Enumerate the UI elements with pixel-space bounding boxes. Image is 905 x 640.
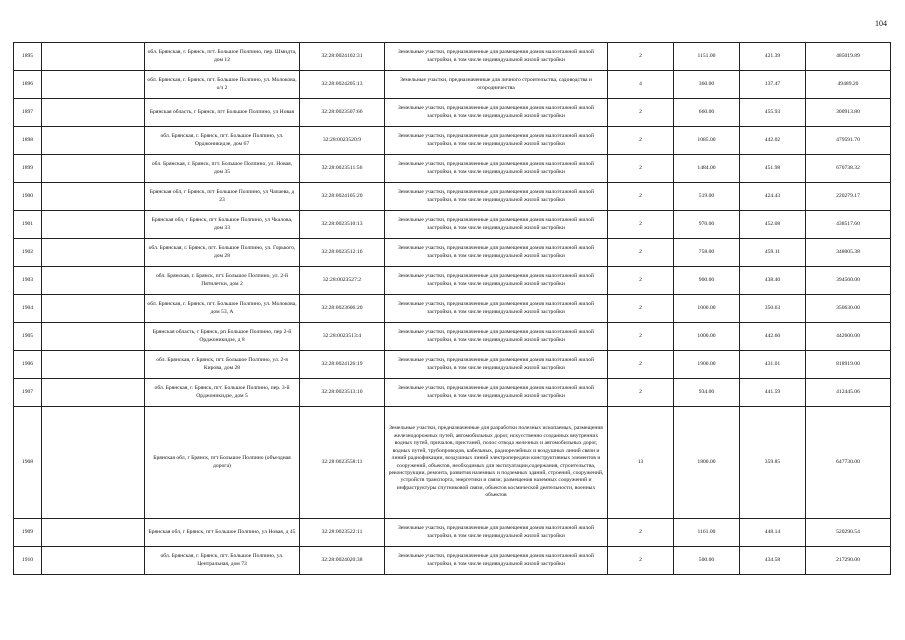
- row-number: 1896: [14, 71, 42, 99]
- cadastral-number-cell: 32:28:0023513:4: [300, 323, 385, 351]
- blank-cell: [42, 155, 145, 183]
- table-row: [14, 43, 891, 71]
- blank-cell: [42, 43, 145, 71]
- group-cell: 2: [608, 183, 674, 211]
- cadastral-number-cell: 32:28:0023527:2: [300, 267, 385, 295]
- cadastral-value-cell: 438517.60: [806, 211, 891, 239]
- table-row: [14, 519, 891, 547]
- blank-cell: [42, 99, 145, 127]
- row-number: 1900: [14, 183, 42, 211]
- unit-price-cell: 455.93: [740, 99, 806, 127]
- area-cell: 1000.00: [674, 323, 740, 351]
- cadastral-number-cell: 32:28:0024020:38: [300, 547, 385, 575]
- area-cell: 758.00: [674, 239, 740, 267]
- land-use-cell: Земельные участки, предназначенные для размещения домов малоэтажной жилой застройки, в том числе индивидуальной жилой застройки: [385, 351, 608, 379]
- blank-cell: [42, 295, 145, 323]
- cadastral-number-cell: 32:28:0024102:31: [300, 43, 385, 71]
- area-cell: 1484.00: [674, 155, 740, 183]
- unit-price-cell: 451.98: [740, 155, 806, 183]
- address-cell: обл. Брянская, г. Брянск, пгт. Большое Полпино, ул. Молокова, о/з 2: [145, 71, 300, 99]
- group-cell: 2: [608, 43, 674, 71]
- land-use-cell: Земельные участки, предназначенные для размещения домов малоэтажной жилой застройки, в том числе индивидуальной жилой застройки: [385, 295, 608, 323]
- cadastral-number-cell: 32:28:0023558:11: [300, 407, 385, 519]
- cadastral-number-cell: 32:28:0023507:66: [300, 99, 385, 127]
- address-cell: Брянская обл, г Брянск, пгт Большое Полпино (объездная дорога): [145, 407, 300, 519]
- address-cell: Брянская обл, г Брянск, пгт Большое Полпино, ул Чкалова, дом 33: [145, 211, 300, 239]
- table-row: [14, 71, 891, 99]
- row-number: 1910: [14, 547, 42, 575]
- cadastral-value-cell: 485019.89: [806, 43, 891, 71]
- address-cell: обл. Брянская, г. Брянск, пгт. Большое Полпино, ул. Орджоникидзе, дом 67: [145, 127, 300, 155]
- address-cell: обл. Брянская, г. Брянск, пгт. Большое Полпино, ул. Центральная, дом 73: [145, 547, 300, 575]
- unit-price-cell: 452.08: [740, 211, 806, 239]
- blank-cell: [42, 267, 145, 295]
- row-number: 1905: [14, 323, 42, 351]
- unit-price-cell: 442.60: [740, 323, 806, 351]
- group-cell: 2: [608, 99, 674, 127]
- area-cell: 1151.00: [674, 43, 740, 71]
- blank-cell: [42, 71, 145, 99]
- land-use-cell: Земельные участки, предназначенные для размещения домов малоэтажной жилой застройки, в том числе индивидуальной жилой застройки: [385, 239, 608, 267]
- group-cell: 2: [608, 155, 674, 183]
- table-row: [14, 295, 891, 323]
- row-number: 1895: [14, 43, 42, 71]
- address-cell: Брянская обл, г Брянск, пгт Большое Полпино, ул Новая, д 45: [145, 519, 300, 547]
- group-cell: 2: [608, 351, 674, 379]
- blank-cell: [42, 323, 145, 351]
- table-row: [14, 99, 891, 127]
- address-cell: обл. Брянская, г. Брянск, пгт. Большое Полпино, ул. Горького, дом 28: [145, 239, 300, 267]
- cadastral-number-cell: 32:28:0023606:20: [300, 295, 385, 323]
- table-row: [14, 547, 891, 575]
- cadastral-number-cell: 32:28:0023510:13: [300, 211, 385, 239]
- cadastral-value-cell: 520290.54: [806, 519, 891, 547]
- address-cell: Брянская область, г Брянск, рп Большое Полпино, пер 2-й Орджоникидзе, д 8: [145, 323, 300, 351]
- land-use-cell: Земельные участки, предназначенные для разработки полезных ископаемых, размещения железнодорожных путей, автомобильных дорог, искусственно созданных внутренних водных путей, причалов, пристаней, полос отвода железных и автомобильных дорог, водных путей, трубопроводов, кабельных, радиорелейных и воздушных линий связи и линий радиофикации, воздушных линий электропередачи конструктивных элементов и сооружений, объектов, необходимых для эксплуатации,содержания, строительства, реконструкции, ремонта, развития наземных и подземных зданий, строений, сооружений, устройств транспорта, энергетики и связи; размещения наземных сооружений и инфраструктуры спутниковой связи, объектов космической деятельности, военных объектов: [385, 407, 608, 519]
- table-row: [14, 267, 891, 295]
- area-cell: 970.00: [674, 211, 740, 239]
- address-cell: обл. Брянская, г. Брянск, пгт. Большое Полпино, ул. 2-й Пятилетки, дом 2: [145, 267, 300, 295]
- cadastral-value-cell: 479591.70: [806, 127, 891, 155]
- group-cell: 2: [608, 379, 674, 407]
- land-use-cell: Земельные участки, предназначенные для размещения домов малоэтажной жилой застройки, в том числе индивидуальной жилой застройки: [385, 211, 608, 239]
- land-use-cell: Земельные участки, предназначенные для размещения домов малоэтажной жилой застройки, в том числе индивидуальной жилой застройки: [385, 519, 608, 547]
- area-cell: 1800.00: [674, 407, 740, 519]
- cadastral-value-cell: 442600.00: [806, 323, 891, 351]
- blank-cell: [42, 211, 145, 239]
- cadastral-value-cell: 49489.20: [806, 71, 891, 99]
- cadastral-value-cell: 220279.17: [806, 183, 891, 211]
- blank-cell: [42, 239, 145, 267]
- area-cell: 934.00: [674, 379, 740, 407]
- area-cell: 360.00: [674, 71, 740, 99]
- table-row: [14, 211, 891, 239]
- group-cell: 13: [608, 407, 674, 519]
- land-use-cell: Земельные участки, предназначенные для размещения домов малоэтажной жилой застройки, в том числе индивидуальной жилой застройки: [385, 547, 608, 575]
- land-use-cell: Земельные участки, предназначенные для размещения домов малоэтажной жилой застройки, в том числе индивидуальной жилой застройки: [385, 267, 608, 295]
- group-cell: 2: [608, 295, 674, 323]
- blank-cell: [42, 519, 145, 547]
- area-cell: 1161.00: [674, 519, 740, 547]
- blank-cell: [42, 407, 145, 519]
- cadastral-number-cell: 32:28:0024126:19: [300, 351, 385, 379]
- blank-cell: [42, 379, 145, 407]
- land-use-cell: Земельные участки, предназначенные для размещения домов малоэтажной жилой застройки, в том числе индивидуальной жилой застройки: [385, 99, 608, 127]
- unit-price-cell: 421.39: [740, 43, 806, 71]
- cadastral-number-cell: 32:28:0024205:13: [300, 71, 385, 99]
- area-cell: 900.00: [674, 267, 740, 295]
- area-cell: 660.00: [674, 99, 740, 127]
- unit-price-cell: 442.02: [740, 127, 806, 155]
- cadastral-value-cell: 394560.00: [806, 267, 891, 295]
- group-cell: 2: [608, 127, 674, 155]
- unit-price-cell: 459.11: [740, 239, 806, 267]
- row-number: 1899: [14, 155, 42, 183]
- row-number: 1909: [14, 519, 42, 547]
- cadastral-value-cell: 818919.00: [806, 351, 891, 379]
- page-number: 104: [875, 19, 887, 28]
- address-cell: Брянская область, г Брянск, пгт Большое Полпино, ул Новая: [145, 99, 300, 127]
- row-number: 1897: [14, 99, 42, 127]
- land-use-cell: Земельные участки, предназначенные для размещения домов малоэтажной жилой застройки, в том числе индивидуальной жилой застройки: [385, 183, 608, 211]
- land-use-cell: Земельные участки, предназначенные для размещения домов малоэтажной жилой застройки, в том числе индивидуальной жилой застройки: [385, 155, 608, 183]
- table-row: [14, 155, 891, 183]
- cadastral-number-cell: 32:28:0023512:16: [300, 239, 385, 267]
- row-number: 1907: [14, 379, 42, 407]
- cadastral-value-cell: 348005.38: [806, 239, 891, 267]
- unit-price-cell: 434.58: [740, 547, 806, 575]
- blank-cell: [42, 127, 145, 155]
- row-number: 1898: [14, 127, 42, 155]
- table-row: [14, 239, 891, 267]
- cadastral-value-cell: 647730.00: [806, 407, 891, 519]
- unit-price-cell: 137.47: [740, 71, 806, 99]
- cadastral-number-cell: 32:28:0023522:11: [300, 519, 385, 547]
- group-cell: 2: [608, 519, 674, 547]
- table-row: [14, 379, 891, 407]
- table-row: [14, 323, 891, 351]
- group-cell: 2: [608, 239, 674, 267]
- address-cell: обл. Брянская, г. Брянск, пгт. Большое Полпино, пер. 3-й Орджоникидзе, дом 5: [145, 379, 300, 407]
- land-use-cell: Земельные участки, предназначенные для размещения домов малоэтажной жилой застройки, в том числе индивидуальной жилой застройки: [385, 127, 608, 155]
- land-use-cell: Земельные участки, предназначенные для размещения домов малоэтажной жилой застройки, в том числе индивидуальной жилой застройки: [385, 43, 608, 71]
- group-cell: 2: [608, 323, 674, 351]
- unit-price-cell: 350.63: [740, 295, 806, 323]
- land-use-cell: Земельные участки, предназначенные для размещения домов малоэтажной жилой застройки, в том числе индивидуальной жилой застройки: [385, 379, 608, 407]
- blank-cell: [42, 351, 145, 379]
- cadastral-number-cell: 32:28:0024105:20: [300, 183, 385, 211]
- address-cell: Брянская обл, г Брянск, пгт Большое Полпино, ул Чапаева, д 23: [145, 183, 300, 211]
- cadastral-value-table: [13, 42, 891, 575]
- area-cell: 500.00: [674, 547, 740, 575]
- area-cell: 1900.00: [674, 351, 740, 379]
- cadastral-number-cell: 32:28:0023511:56: [300, 155, 385, 183]
- address-cell: обл. Брянская, г. Брянск, пгт. Большое Полпино, ул. Новая, дом 35: [145, 155, 300, 183]
- cadastral-value-cell: 670738.32: [806, 155, 891, 183]
- land-use-cell: Земельные участки, предназначенные для личного строительства, садоводства и огородничества: [385, 71, 608, 99]
- table-row: [14, 407, 891, 519]
- row-number: 1901: [14, 211, 42, 239]
- table-row: [14, 351, 891, 379]
- area-cell: 1085.00: [674, 127, 740, 155]
- unit-price-cell: 441.59: [740, 379, 806, 407]
- blank-cell: [42, 547, 145, 575]
- cadastral-value-cell: 217290.00: [806, 547, 891, 575]
- group-cell: 2: [608, 211, 674, 239]
- row-number: 1904: [14, 295, 42, 323]
- address-cell: обл. Брянская, г. Брянск, пгт. Большое Полпино, пер. Шмидта, дом 12: [145, 43, 300, 71]
- group-cell: 4: [608, 71, 674, 99]
- blank-cell: [42, 183, 145, 211]
- address-cell: обл. Брянская, г. Брянск, пгт. Большое Полпино, ул. Молокова, дом 53, А: [145, 295, 300, 323]
- unit-price-cell: 438.40: [740, 267, 806, 295]
- cadastral-value-cell: 300913.80: [806, 99, 891, 127]
- row-number: 1908: [14, 407, 42, 519]
- land-use-cell: Земельные участки, предназначенные для размещения домов малоэтажной жилой застройки, в том числе индивидуальной жилой застройки: [385, 323, 608, 351]
- unit-price-cell: 424.43: [740, 183, 806, 211]
- cadastral-value-cell: 350630.00: [806, 295, 891, 323]
- unit-price-cell: 359.85: [740, 407, 806, 519]
- cadastral-number-cell: 32:28:0023520:9: [300, 127, 385, 155]
- unit-price-cell: 448.14: [740, 519, 806, 547]
- cadastral-value-cell: 412445.06: [806, 379, 891, 407]
- cadastral-number-cell: 32:28:0023513:10: [300, 379, 385, 407]
- table-row: [14, 183, 891, 211]
- area-cell: 1000.00: [674, 295, 740, 323]
- group-cell: 2: [608, 267, 674, 295]
- row-number: 1902: [14, 239, 42, 267]
- row-number: 1903: [14, 267, 42, 295]
- unit-price-cell: 431.01: [740, 351, 806, 379]
- row-number: 1906: [14, 351, 42, 379]
- group-cell: 2: [608, 547, 674, 575]
- address-cell: обл. Брянская, г. Брянск, пгт. Большое Полпино, ул. 2-я Кирова, дом 28: [145, 351, 300, 379]
- table-row: [14, 127, 891, 155]
- area-cell: 519.00: [674, 183, 740, 211]
